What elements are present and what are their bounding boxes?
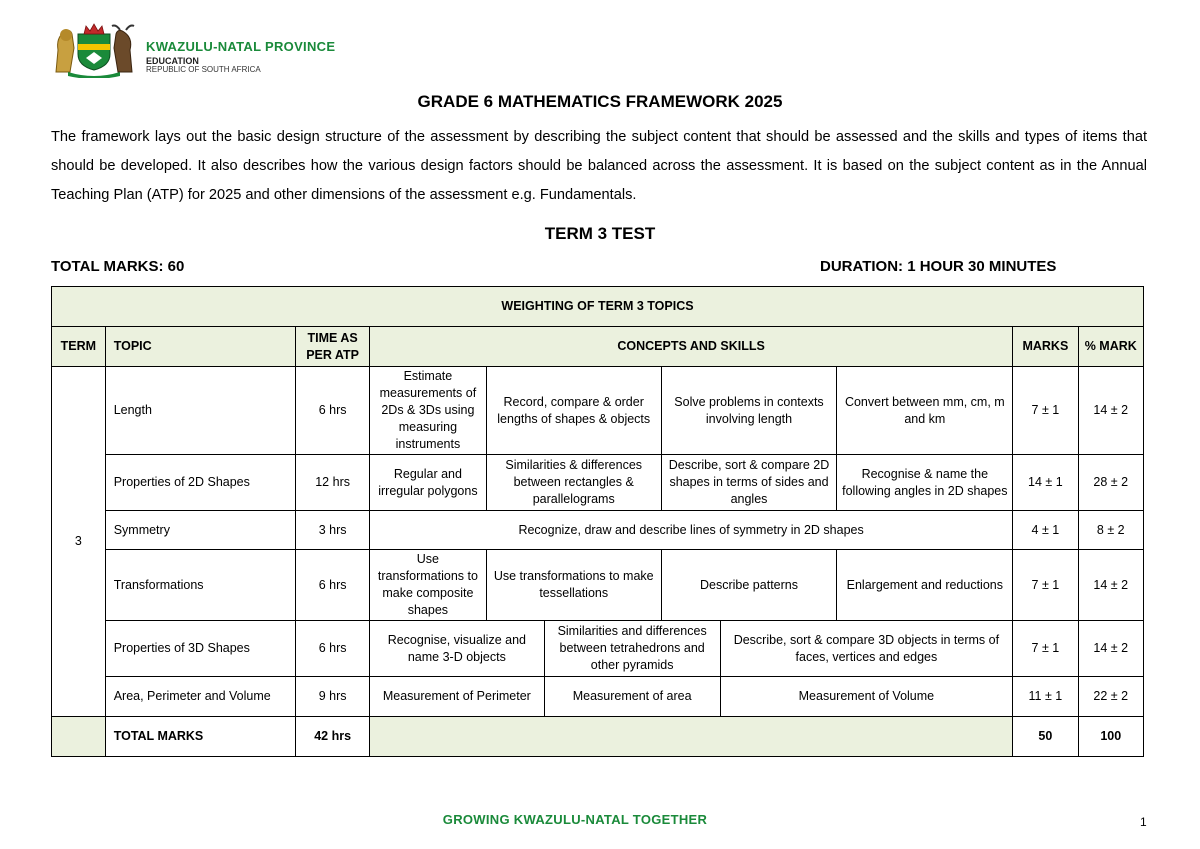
- department-name: EDUCATION: [146, 56, 199, 66]
- skill-cell: Recognise, visualize and name 3-D objects: [369, 621, 544, 677]
- percent-cell: 28 ± 2: [1078, 455, 1143, 511]
- totals-percent: 100: [1078, 717, 1143, 757]
- footer-slogan: GROWING KWAZULU-NATAL TOGETHER: [442, 812, 708, 827]
- term-cell: 3: [52, 367, 106, 717]
- percent-cell: 22 ± 2: [1078, 677, 1143, 717]
- totals-row: [52, 717, 1144, 757]
- topic-cell: Length: [105, 367, 296, 455]
- skill-cell: Regular and irregular polygons: [369, 455, 486, 511]
- percent-cell: 14 ± 2: [1078, 621, 1143, 677]
- intro-paragraph: The framework lays out the basic design structure of the assessment by describing the subject content that should be assessed and the skills and types of items that should be developed. It also describes how the various design factors should be balanced across the assessment. It is based on the subject content as in the Annual Teaching Plan (ATP) for 2025 and other dimensions of the assessment e.g. Fundamentals.: [51, 129, 1147, 203]
- topic-cell: Transformations: [105, 550, 296, 621]
- marks-cell: 4 ± 1: [1013, 511, 1078, 550]
- totals-marks: 50: [1013, 717, 1078, 757]
- table-row: [52, 455, 1144, 511]
- skill-cell: Describe, sort & compare 3D objects in terms of faces, vertices and edges: [720, 621, 1013, 677]
- country-name: REPUBLIC OF SOUTH AFRICA: [146, 65, 261, 74]
- totals-label: TOTAL MARKS: [105, 717, 296, 757]
- skill-cell: Measurement of Perimeter: [369, 677, 544, 717]
- header-time: TIME AS PER ATP: [296, 327, 370, 367]
- table-row: [52, 621, 1144, 677]
- skill-cell: Use transformations to make tessellations: [486, 550, 661, 621]
- skill-cell: Estimate measurements of 2Ds & 3Ds using measuring instruments: [369, 367, 486, 455]
- skill-cell: Similarities and differences between tetrahedrons and other pyramids: [544, 621, 720, 677]
- marks-cell: 7 ± 1: [1013, 621, 1078, 677]
- skill-cell: Enlargement and reductions: [837, 550, 1013, 621]
- skill-cell: Measurement of area: [544, 677, 720, 717]
- skill-cell: Solve problems in contexts involving length: [661, 367, 837, 455]
- table-row: [52, 367, 1144, 455]
- time-cell: 9 hrs: [296, 677, 370, 717]
- document-title: GRADE 6 MATHEMATICS FRAMEWORK 2025: [417, 92, 783, 111]
- skill-cell: Measurement of Volume: [720, 677, 1013, 717]
- topic-cell: Symmetry: [105, 511, 296, 550]
- skill-cell: Similarities & differences between rectangles & parallelograms: [486, 455, 661, 511]
- test-title: TERM 3 TEST: [544, 224, 656, 243]
- marks-cell: 7 ± 1: [1013, 367, 1078, 455]
- coat-of-arms-icon: [50, 20, 138, 78]
- table-row: [52, 511, 1144, 550]
- table-row: [52, 677, 1144, 717]
- skill-cell: Record, compare & order lengths of shapes & objects: [486, 367, 661, 455]
- time-cell: 12 hrs: [296, 455, 370, 511]
- skill-cell: Recognize, draw and describe lines of symmetry in 2D shapes: [369, 511, 1012, 550]
- table-header-row: [52, 327, 1144, 367]
- topic-cell: Properties of 2D Shapes: [105, 455, 296, 511]
- department-logo: [50, 20, 390, 80]
- table-row: [52, 550, 1144, 621]
- skill-cell: Describe, sort & compare 2D shapes in terms of sides and angles: [661, 455, 837, 511]
- page-number: 1: [1140, 815, 1147, 829]
- weighting-table: [51, 286, 1144, 757]
- percent-cell: 8 ± 2: [1078, 511, 1143, 550]
- topic-cell: Area, Perimeter and Volume: [105, 677, 296, 717]
- header-marks: MARKS: [1013, 327, 1078, 367]
- time-cell: 6 hrs: [296, 550, 370, 621]
- skill-cell: Use transformations to make composite shapes: [369, 550, 486, 621]
- total-marks-label: TOTAL MARKS: 60: [51, 258, 185, 275]
- percent-cell: 14 ± 2: [1078, 367, 1143, 455]
- totals-concepts-cell: [369, 717, 1012, 757]
- totals-term-cell: [52, 717, 106, 757]
- marks-cell: 11 ± 1: [1013, 677, 1078, 717]
- header-topic: TOPIC: [105, 327, 296, 367]
- header-concepts: CONCEPTS AND SKILLS: [369, 327, 1012, 367]
- skill-cell: Convert between mm, cm, m and km: [837, 367, 1013, 455]
- province-name: KWAZULU-NATAL PROVINCE: [146, 39, 336, 54]
- percent-cell: 14 ± 2: [1078, 550, 1143, 621]
- table-caption-row: [52, 287, 1144, 327]
- table-caption: WEIGHTING OF TERM 3 TOPICS: [52, 287, 1144, 327]
- topic-cell: Properties of 3D Shapes: [105, 621, 296, 677]
- marks-cell: 14 ± 1: [1013, 455, 1078, 511]
- time-cell: 3 hrs: [296, 511, 370, 550]
- skill-cell: Describe patterns: [661, 550, 837, 621]
- header-term: TERM: [52, 327, 106, 367]
- totals-time: 42 hrs: [296, 717, 370, 757]
- time-cell: 6 hrs: [296, 367, 370, 455]
- skill-cell: Recognise & name the following angles in 2D shapes: [837, 455, 1013, 511]
- header-percent: % MARK: [1078, 327, 1143, 367]
- time-cell: 6 hrs: [296, 621, 370, 677]
- duration-label: DURATION: 1 HOUR 30 MINUTES: [820, 258, 1057, 275]
- marks-cell: 7 ± 1: [1013, 550, 1078, 621]
